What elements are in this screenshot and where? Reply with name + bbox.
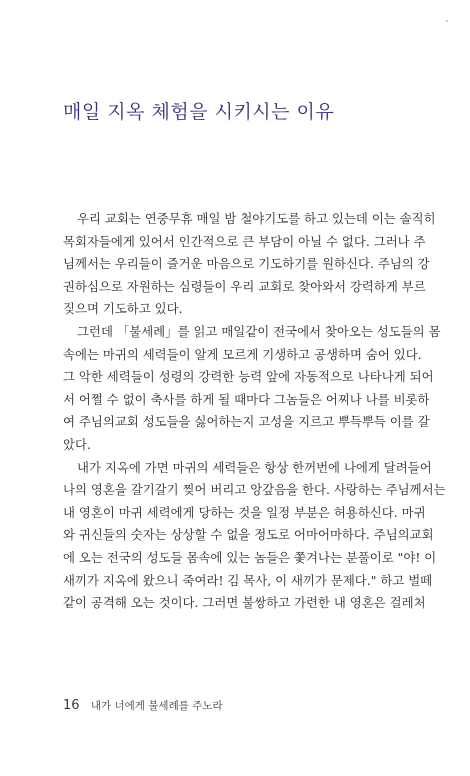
text-line: 와 귀신들의 숫자는 상상할 수 없을 정도로 어마어마하다. 주님의교회 <box>63 527 434 543</box>
page-footer <box>63 698 223 713</box>
chapter-title: 매일 지옥 체험을 시키시는 이유 <box>63 101 335 123</box>
text-line: 나의 영혼을 갈기갈기 찢어 버리고 앙갚음을 한다. 사랑하는 주님께서는 <box>63 482 446 498</box>
text-line: 에 오는 전국의 성도들 몸속에 있는 놈들은 쫓겨나는 분풀이로 "야! 이 <box>63 549 437 565</box>
print-mark <box>446 20 448 22</box>
text-line: 그런데 「불세례」를 읽고 매일같이 전국에서 찾아오는 성도들의 몸 <box>77 323 441 339</box>
body-text <box>63 208 446 615</box>
running-title: 내가 너에게 불세례를 주노라 <box>90 700 223 712</box>
text-line: 여 주님의교회 성도들을 싫어하는지 고성을 지르고 뿌득뿌득 이를 갈 <box>63 414 430 430</box>
text-line: 목회자들에게 있어서 인간적으로 큰 부담이 아닐 수 없다. 그러나 주 <box>63 233 426 249</box>
text-line: 님께서는 우리들이 즐거운 마음으로 기도하기를 원하신다. 주님의 강 <box>63 256 430 272</box>
text-line: 새끼가 지옥에 왔으니 죽여라! 김 목사, 이 새끼가 문제다." 하고 벌떼 <box>63 572 433 588</box>
text-line: 속에는 마귀의 세력들이 알게 모르게 기생하고 공생하며 숨어 있다. <box>63 346 422 362</box>
text-line: 같이 공격해 오는 것이다. 그러면 불쌍하고 가련한 내 영혼은 걸레처 <box>63 595 426 611</box>
text-line: 서 어쩔 수 없이 축사를 하게 될 때마다 그놈들은 어찌나 나를 비롯하 <box>63 391 430 407</box>
text-line: 내가 지옥에 가면 마귀의 세력들은 항상 한꺼번에 나에게 달려들어 <box>77 459 432 475</box>
text-line: 권하심으로 자원하는 심령들이 우리 교회로 찾아와서 강력하게 부르 <box>63 278 426 294</box>
text-line: 우리 교회는 연중무휴 매일 밤 철야기도를 하고 있는데 이는 솔직히 <box>77 211 436 226</box>
text-line: 그 악한 세력들이 성령의 강력한 능력 앞에 자동적으로 나타나게 되어 <box>63 369 434 385</box>
page-number: 16 <box>63 698 80 713</box>
text-line: 내 영혼이 마귀 세력에게 당하는 것을 일정 부분은 허용하신다. 마귀 <box>63 504 426 520</box>
text-line: 았다. <box>63 436 91 452</box>
text-line: 짖으며 기도하고 있다. <box>63 301 183 317</box>
